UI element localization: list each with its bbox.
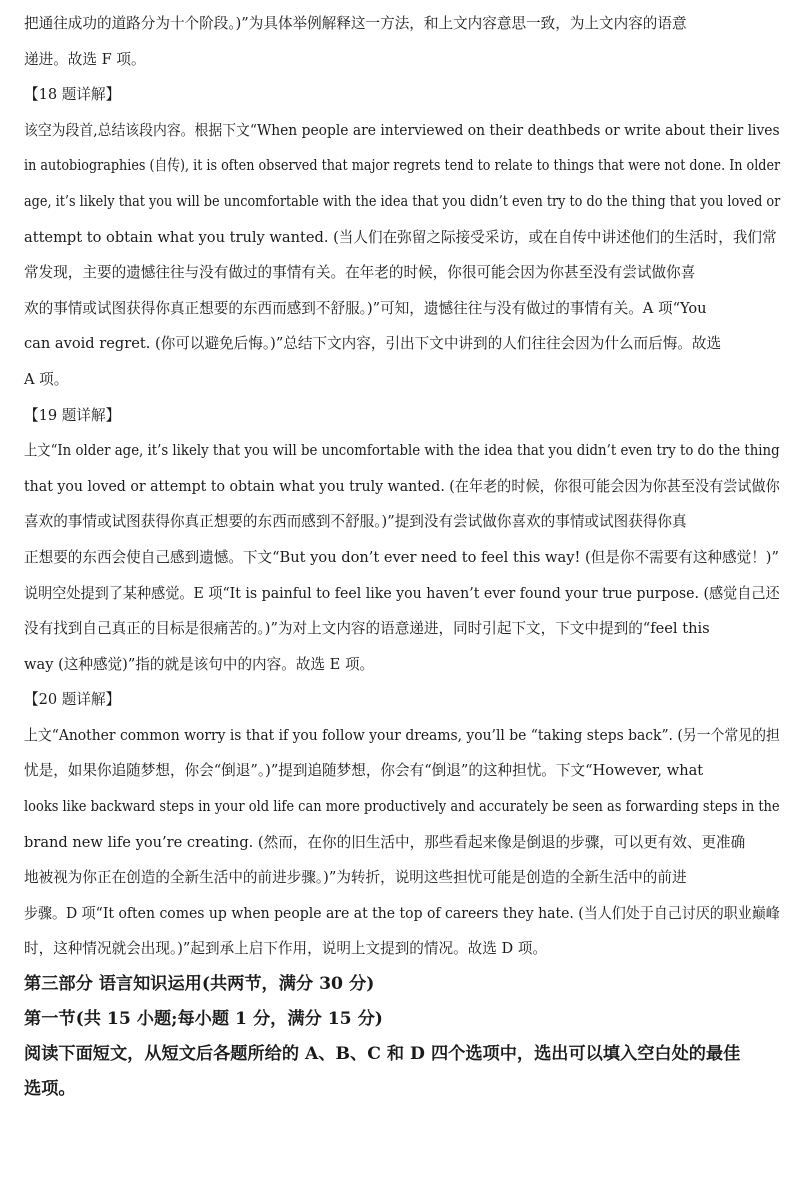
paragraph-line: 递进。故选 F 项。	[24, 50, 146, 68]
part3-section1-title: 第一节(共 15 小题;每小题 1 分，满分 15 分)	[24, 1009, 383, 1030]
paragraph-line: brand new life you’re creating. (然而，在你的旧生活中，那些看起来像是倒退的步骤，可以更有效、更准确	[24, 833, 746, 851]
paragraph-line: 没有找到自己真正的目标是很痛苦的。)”为对上文内容的语意递进，同时引起下文，下文中提到的“feel this	[24, 620, 710, 638]
part3-title: 第三部分 语言知识运用(共两节，满分 30 分)	[24, 974, 375, 995]
paragraph-line: in autobiographies (自传), it is often observed that major regrets tend to relate to things that were not done. In older	[24, 157, 781, 175]
paragraph-line: 步骤。D 项“It often comes up when people are at the top of careers they hate. (当人们处于自己讨厌的职业巅峰	[24, 904, 780, 922]
paragraph-line: attempt to obtain what you truly wanted. (当人们在弥留之际接受采访，或在自传中讲述他们的生活时，我们常	[24, 228, 777, 246]
part3-instructions-line: 阅读下面短文，从短文后各题所给的 A、B、C 和 D 四个选项中，选出可以填入空白处的最佳	[24, 1044, 741, 1065]
q20-heading: 【20 题详解】	[24, 691, 121, 709]
paragraph-line: looks like backward steps in your old life can more productively and accurately be seen as forwarding steps in the	[24, 798, 780, 816]
q18-explanation	[24, 113, 780, 398]
paragraph-line: way (这种感觉)”指的就是该句中的内容。故选 E 项。	[24, 655, 375, 673]
paragraph-line: age, it’s likely that you will be uncomfortable with the idea that you didn’t even try to do the thing that you loved or	[24, 192, 781, 210]
document-page	[24, 6, 780, 1107]
paragraph-line: 把通往成功的道路分为十个阶段。)”为具体举例解释这一方法，和上文内容意思一致，为上文内容的语意	[24, 15, 687, 32]
part3-instructions-line: 选项。	[24, 1079, 76, 1100]
paragraph-line: 忧是，如果你追随梦想，你会“倒退”。)”提到追随梦想，你会有“倒退”的这种担忧。下文“However, what	[24, 762, 704, 780]
paragraph-line: can avoid regret. (你可以避免后悔。)”总结下文内容，引出下文中讲到的人们往往会因为什么而后悔。故选	[24, 335, 722, 353]
q20-explanation	[24, 718, 780, 967]
paragraph-line: 上文“Another common worry is that if you follow your dreams, you’ll be “taking steps back”. (另一个常见的担	[24, 726, 780, 744]
paragraph-line: 欢的事情或试图获得你真正想要的东西而感到不舒服。)”可知，遗憾往往与没有做过的事情有关。A 项“You	[24, 299, 707, 317]
paragraph-line: 常发现，主要的遗憾往往与没有做过的事情有关。在年老的时候，你很可能会因为你甚至没有尝试做你喜	[24, 264, 696, 282]
q19-heading: 【19 题详解】	[24, 406, 121, 424]
paragraph-line: A 项。	[24, 370, 69, 388]
q18-heading: 【18 题详解】	[24, 86, 121, 104]
paragraph-line: 时，这种情况就会出现。)”起到承上启下作用，说明上文提到的情况。故选 D 项。	[24, 940, 548, 958]
paragraph-line: that you loved or attempt to obtain what you truly wanted. (在年老的时候，你很可能会因为你甚至没有尝试做你	[24, 477, 780, 495]
paragraph-line: 正想要的东西会使自己感到遗憾。下文“But you don’t ever need to feel this way! (但是你不需要有这种感觉！)”	[24, 548, 779, 566]
paragraph-line: 地被视为你正在创造的全新生活中的前进步骤。)”为转折，说明这些担忧可能是创造的全新生活中的前进	[24, 869, 687, 887]
paragraph-line: 该空为段首,总结该段内容。根据下文“When people are interviewed on their deathbeds or write about their lives	[24, 121, 780, 139]
paragraph-line: 说明空处提到了某种感觉。E 项“It is painful to feel like you haven’t ever found your true purpose. (感觉自己还	[24, 584, 780, 602]
q19-explanation	[24, 433, 780, 682]
paragraph-line: 上文“In older age, it’s likely that you will be uncomfortable with the idea that you didn’t even try to do the thing	[24, 442, 780, 460]
paragraph-line: 喜欢的事情或试图获得你真正想要的东西而感到不舒服。)”提到没有尝试做你喜欢的事情或试图获得你真	[24, 513, 687, 531]
